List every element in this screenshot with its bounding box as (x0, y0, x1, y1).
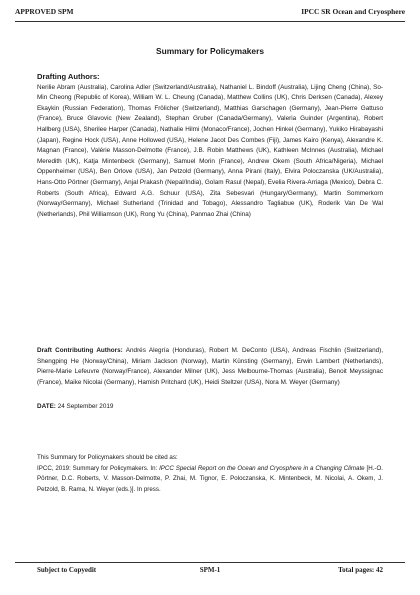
date-label: DATE: (37, 403, 56, 410)
citation-block (37, 453, 383, 495)
drafting-authors-section (37, 72, 383, 220)
citation-suffix: [H.-O. Pörtner, D.C. Roberts, V. Masson-Delmotte, P. Zhai, M. Tignor, E. Poloczanska, K. Mintenbeck, M. Nicolai, A. Okem, J. Petzold, B. Rama, N. Weyer (eds.)]. In press. (37, 464, 383, 493)
page-title: Summary for Policymakers (156, 46, 264, 56)
total-pages-label: Total pages: 42 (338, 566, 383, 574)
citation-report-title: IPCC Special Report on the Ocean and Cryosphere in a Changing Climate (159, 464, 365, 472)
page-header (15, 6, 405, 19)
page-number: SPM-1 (199, 566, 221, 574)
header-left-label: APPROVED SPM (15, 7, 74, 16)
citation-prefix: IPCC, 2019: Summary for Policymakers. In: (37, 464, 158, 472)
drafting-authors-list: Nerilie Abram (Australia), Carolina Adler (Switzerland/Australia), Nathaniel L. Bindoff (Australia), Lijing Cheng (China), So-Min Cheong (Republic of Korea), William W. L. Cheung (Canada), Matthew Collins (UK), Chris Derksen (Canada), Alexey Ekaykin (Russian Federation), Thomas Frölicher (Switzerland), Matthias Garschagen (Germany), Jean-Pierre Gattuso (France), Bruce Glavovic (New Zealand), Stephan Gruber (Canada/Germany), Valeria Guinder (Argentina), Robert Hallberg (USA), Sherilee Harper (Canada), Nathalie Hilmi (Monaco/France), Jochen Hinkel (Germany), Yukiko Hirabayashi (Japan), Regine Hock (USA), Anne Hollowed (USA), Helene Jacot Des Combes (Fiji), James Kairo (Kenya), Alexandre K. Magnan (France), Valérie Masson-Delmotte (France), J.B. Robin Matthews (UK), Kathleen McInnes (Australia), Michael Meredith (UK), Katja Mintenbeck (Germany), Samuel Morin (France), Andrew Okem (South Africa/Nigeria), Michael Oppenheimer (USA), Ben Orlove (USA), Jan Petzold (Germany), Anna Pirani (Italy), Elvira Poloczanska (UK/Australia), Hans-Otto Pörtner (Germany), Anjal Prakash (Nepal/India), Golam Rasul (Nepal), Evelia Rivera-Arriaga (Mexico), Debra C. Roberts (South Africa), Edward A.G. Schuur (USA), Zita Sebesvari (Hungary/Germany), Martin Sommerkorn (Norway/Germany), Michael Sutherland (Trinidad and Tobago), Alessandro Tagliabue (UK), Roderik Van De Wal (Netherlands), Phil Williamson (UK), Rong Yu (China), Panmao Zhai (China) (37, 83, 383, 218)
drafting-authors-heading: Drafting Authors: (37, 72, 100, 81)
contributing-authors-list: Andrés Alegría (Honduras), Robert M. DeConto (USA), Andreas Fischlin (Switzerland), Shengping He (Norway/China), Miriam Jackson (Norway), Martin Künsting (Germany), Erwin Lambert (Netherlands), Pierre-Marie Lefeuvre (Norway/France), Alexander Milner (UK), Jess Melbourne-Thomas (Australia), Benoit Meyssignac (France), Maike Nicolai (Germany), Hamish Pritchard (UK), Heidi Steltzer (USA), Nora M. Weyer (Germany) (37, 347, 384, 386)
header-right-label: IPCC SR Ocean and Cryosphere (301, 7, 405, 16)
citation-intro: This Summary for Policymakers should be cited as: (37, 454, 178, 461)
contributing-authors-heading: Draft Contributing Authors: (37, 347, 123, 354)
date-value: 24 September 2019 (57, 403, 114, 410)
citation-text (37, 464, 383, 496)
header-rule (15, 21, 405, 22)
footer-left-label: Subject to Copyedit (37, 566, 97, 574)
page-footer (37, 566, 383, 576)
date-line (37, 402, 383, 413)
contributing-authors-section (37, 346, 383, 388)
footer-rule (15, 562, 405, 563)
